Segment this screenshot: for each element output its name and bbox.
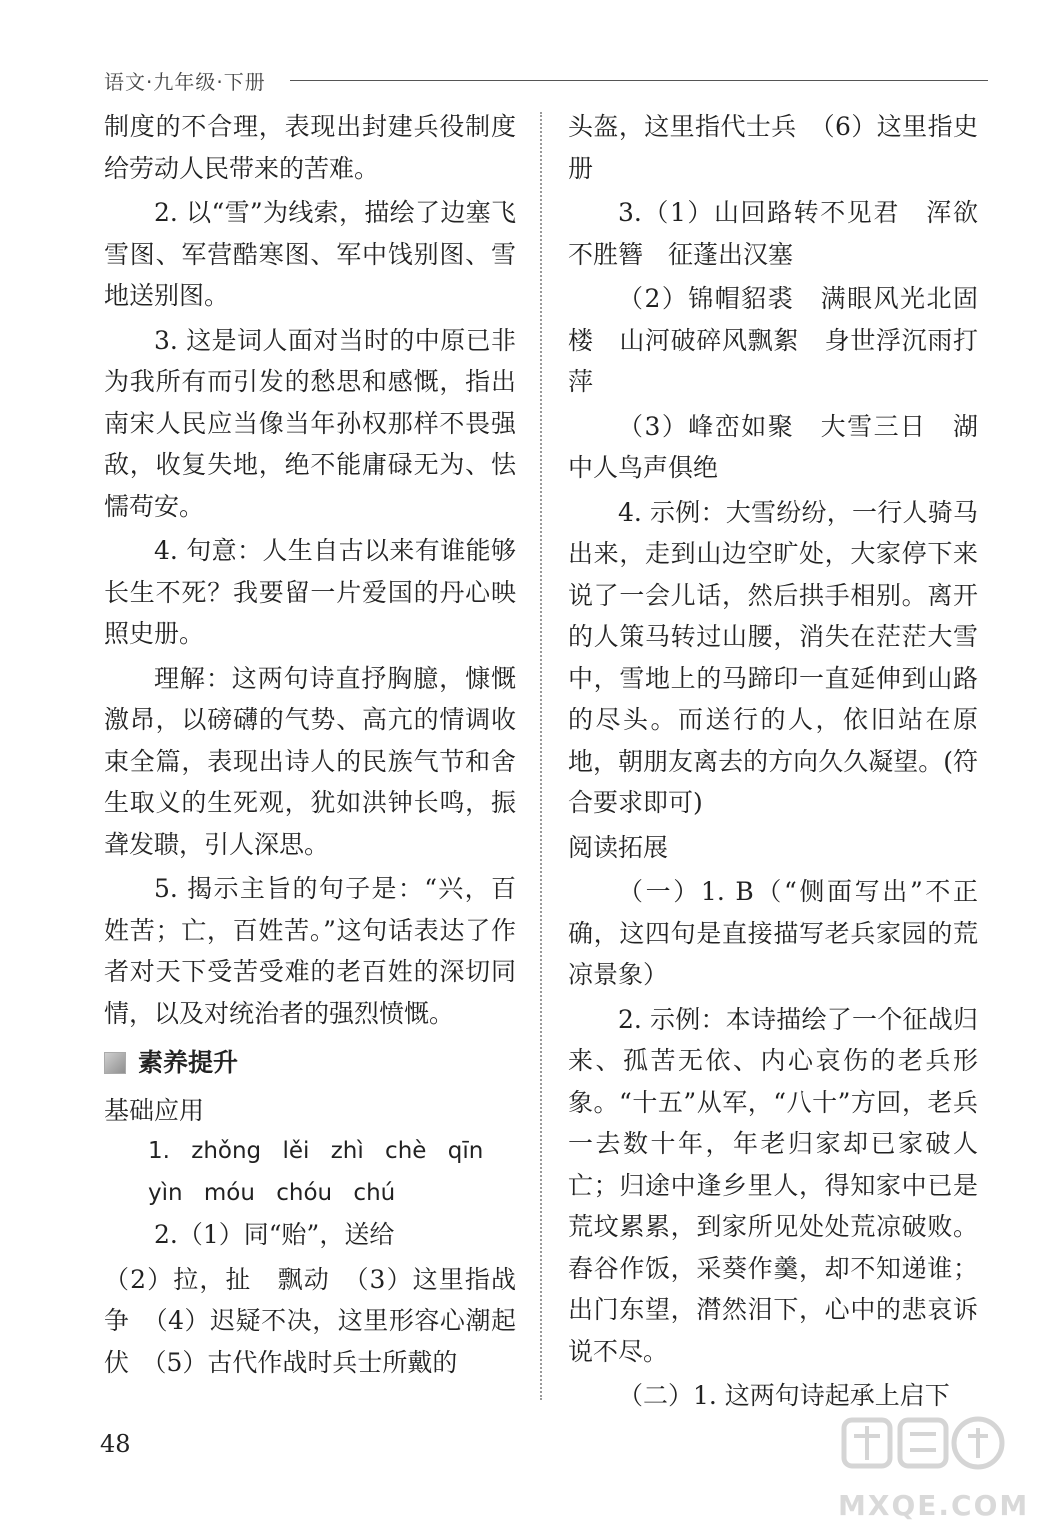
answer-2: 2. 以“雪”为线索，描绘了边塞飞雪图、军营酷寒图、军中饯别图、雪地送别图。 (104, 198, 516, 310)
reading-answer-1: （一）1. B（“侧面写出”不正确，这四句是直接描写老兵家园的荒凉景象） (568, 877, 978, 989)
left-column (104, 106, 516, 1386)
section-heading (104, 1042, 516, 1084)
subsection-title: 基础应用 (104, 1095, 205, 1125)
watermark (838, 1412, 1030, 1522)
item-2-line-1: 2.（1）同“贻”，送给 (154, 1220, 395, 1249)
answer-3: 3. 这是词人面对当时的中原已非为我所有而引发的愁思和感慨，指出南宋人民应当像当年孙权那样不畏强敌，收复失地，绝不能庸碌无为、怯懦苟安。 (104, 325, 516, 521)
running-header: 语文·九年级·下册 (104, 70, 266, 94)
answer-4-example: 4. 示例：大雪纷纷，一行人骑马出来，走到山边空旷处，大家停下来说了一会儿话，然后拱手相别。离开的人策马转过山腰，消失在茫茫大雪中，雪地上的马蹄印一直延伸到山路的尽头。而送行的人，依旧站在原地，朝朋友离去的方向久久凝望。(符合要求即可) (568, 497, 978, 817)
header-rule (290, 80, 988, 81)
answer-3-2: （2）锦帽貂裘 满眼风光北固楼 山河破碎风飘絮 身世浮沉雨打萍 (568, 284, 978, 396)
page-number: 48 (100, 1430, 131, 1458)
answer-4: 4. 句意：人生自古以来有谁能够长生不死？我要留一片爱国的丹心映照史册。 (104, 536, 516, 648)
reading-title: 阅读拓展 (568, 832, 669, 862)
item-2-rest: （2）拉，扯 飘动 （3）这里指战争 （4）迟疑不决，这里形容心潮起伏 （5）古代作战时兵士所戴的 (104, 1264, 516, 1377)
answer-4-understanding: 理解：这两句诗直抒胸臆，慷慨激昂，以磅礴的气势、高亢的情调收束全篇，表现出诗人的民族气节和舍生取义的生死观，犹如洪钟长鸣，振聋发聩，引人深思。 (104, 663, 516, 859)
pinyin-line-2: yìn móu chóu chú (148, 1179, 396, 1206)
column-divider (540, 112, 542, 1400)
paragraph-continuation: 制度的不合理，表现出封建兵役制度给劳动人民带来的苦难。 (104, 112, 516, 183)
watermark-logo-icon (838, 1412, 1008, 1492)
square-bullet-icon (104, 1052, 126, 1074)
right-column (568, 106, 978, 1420)
answer-3-3: （3）峰峦如聚 大雪三日 湖中人鸟声俱绝 (568, 411, 978, 482)
reading-answer-2: 2. 示例：本诗描绘了一个征战归来、孤苦无依、内心哀伤的老兵形象。“十五”从军，“八十”方回，老兵一去数十年，年老归家却已家破人亡；归途中逢乡里人，得知家中已是荒坟累累，到家所见处处荒凉破败。舂谷作饭，采葵作羹，却不知递谁；出门东望，潸然泪下，心中的悲哀诉说不尽。 (568, 1004, 978, 1366)
answer-3-1: 3.（1）山回路转不见君 浑欲不胜簪 征蓬出汉塞 (568, 198, 978, 269)
reading-answer-3: （二）1. 这两句诗起承上启下 (618, 1381, 950, 1410)
section-title: 素养提升 (138, 1048, 239, 1077)
pinyin-line-1: 1. zhǒng lěi zhì chè qīn (148, 1138, 484, 1164)
watermark-text: MXQE.COM (838, 1489, 1030, 1522)
paragraph-continuation-right: 头盔，这里指代士兵 （6）这里指史册 (568, 112, 978, 183)
answer-5: 5. 揭示主旨的句子是：“兴，百姓苦；亡，百姓苦。”这句话表达了作者对天下受苦受难的老百姓的深切同情，以及对统治者的强烈愤慨。 (104, 874, 516, 1028)
